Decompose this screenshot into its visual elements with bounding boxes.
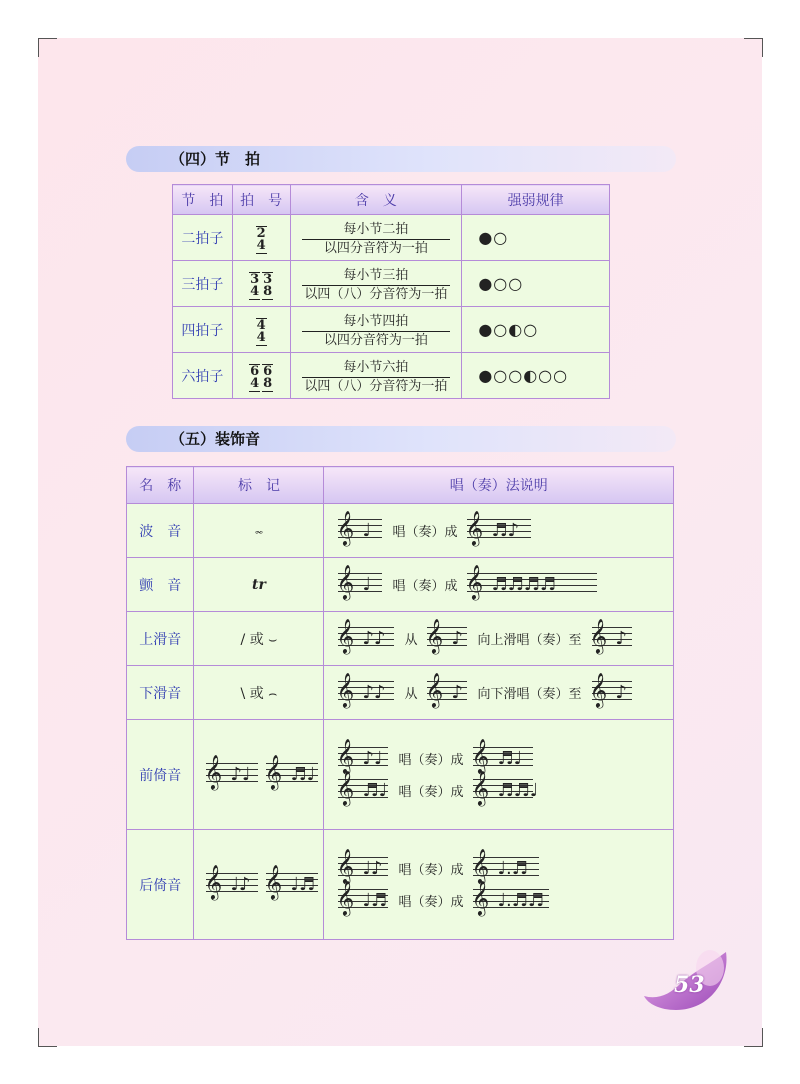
strength-pattern: ●○○ bbox=[462, 261, 610, 307]
grace-note-icon: ♬♩ bbox=[362, 779, 388, 801]
grace-note-icon: ♩♬ bbox=[290, 873, 316, 895]
time-signature: 3 4 3 8 bbox=[232, 261, 290, 307]
header-cell: 标 记 bbox=[194, 467, 324, 504]
strength-pattern: ●○◐○ bbox=[462, 307, 610, 353]
meaning-bottom: 以四（八）分音符为一拍 bbox=[304, 287, 448, 302]
grace-note-icon: ♪♩ bbox=[362, 747, 383, 769]
note-group-icon: ♬♬♬♬ bbox=[491, 573, 557, 595]
staff bbox=[465, 564, 597, 600]
staff bbox=[425, 672, 467, 708]
note-group-icon: ♩.♬ bbox=[497, 857, 528, 879]
staff bbox=[465, 510, 531, 546]
time-signature bbox=[232, 215, 290, 261]
ornament-table bbox=[126, 466, 674, 940]
meter-name: 六拍子 bbox=[173, 353, 233, 399]
treble-clef-icon: 𝄞 bbox=[264, 754, 283, 790]
table-row bbox=[127, 830, 674, 940]
meaning-top: 每小节二拍 bbox=[343, 222, 409, 237]
grace-note-icon: ♪♩ bbox=[230, 763, 251, 785]
treble-clef-icon: 𝄞 bbox=[336, 672, 355, 708]
eighth-note-icon: ♪ bbox=[615, 681, 627, 703]
meter-name: 四拍子 bbox=[173, 307, 233, 353]
meaning-top: 每小节四拍 bbox=[343, 314, 409, 329]
time-signature-mark: 2 4 bbox=[256, 225, 266, 253]
page-number-badge bbox=[640, 950, 730, 1020]
meaning-top: 每小节六拍 bbox=[343, 360, 409, 375]
meaning-cell bbox=[290, 215, 462, 261]
table-row bbox=[127, 558, 674, 612]
table-header-row bbox=[127, 467, 674, 504]
ornament-desc: 𝄞 ♪♩ 唱（奏）成 𝄞 ♬♩ 𝄞 ♬♩ 唱（奏）成 𝄞 ♬♬♩ bbox=[324, 720, 674, 830]
meaning-cell bbox=[290, 353, 462, 399]
crop-mark bbox=[744, 38, 763, 57]
ornament-desc: 𝄞 ♩♪ 唱（奏）成 𝄞 ♩.♬ 𝄞 ♩♬ 唱（奏）成 𝄞 ♩.♬♬ bbox=[324, 830, 674, 940]
table-row bbox=[127, 504, 674, 558]
staff bbox=[204, 864, 258, 900]
header-cell: 唱（奏）法说明 bbox=[324, 467, 674, 504]
staff bbox=[336, 880, 388, 916]
ornament-name: 下滑音 bbox=[127, 666, 194, 720]
meter-name: 二拍子 bbox=[173, 215, 233, 261]
note-group-icon: ♬♪ bbox=[491, 519, 520, 541]
treble-clef-icon: 𝄞 bbox=[471, 770, 490, 806]
header-cell: 名 称 bbox=[127, 467, 194, 504]
ornament-mark: 𝆗 bbox=[194, 504, 324, 558]
section-heading-meter: （四）节 拍 bbox=[126, 146, 676, 172]
meaning-bottom: 以四（八）分音符为一拍 bbox=[304, 379, 448, 394]
staff bbox=[589, 672, 632, 708]
treble-clef-icon: 𝄞 bbox=[336, 880, 355, 916]
strength-pattern: ●○○◐○○ bbox=[462, 353, 610, 399]
quarter-note-icon: ♩ bbox=[362, 573, 371, 595]
treble-clef-icon: 𝄞 bbox=[465, 510, 484, 546]
note-group-icon: ♪♪ bbox=[362, 681, 386, 703]
page-number: 53 bbox=[674, 972, 705, 998]
treble-clef-icon: 𝄞 bbox=[471, 848, 490, 884]
staff bbox=[264, 754, 318, 790]
table-row bbox=[173, 261, 610, 307]
staff bbox=[336, 738, 388, 774]
crop-mark bbox=[38, 38, 57, 57]
meter-table bbox=[172, 184, 610, 399]
staff bbox=[471, 848, 539, 884]
staff bbox=[471, 738, 533, 774]
meaning-top: 每小节三拍 bbox=[343, 268, 409, 283]
crop-mark bbox=[38, 1028, 57, 1047]
ornament-mark: \ 或 ⌢ bbox=[194, 666, 324, 720]
ornament-mark bbox=[194, 830, 324, 940]
treble-clef-icon: 𝄞 bbox=[204, 754, 223, 790]
table-row bbox=[173, 307, 610, 353]
table-header-row bbox=[173, 185, 610, 215]
staff bbox=[336, 564, 382, 600]
ornament-mark bbox=[194, 720, 324, 830]
staff bbox=[471, 770, 539, 806]
note-group-icon: ♪♪ bbox=[362, 627, 386, 649]
staff bbox=[336, 770, 388, 806]
treble-clef-icon: 𝄞 bbox=[264, 864, 283, 900]
time-signature: 4 4 bbox=[232, 307, 290, 353]
ornament-name: 波 音 bbox=[127, 504, 194, 558]
treble-clef-icon: 𝄞 bbox=[336, 770, 355, 806]
strength-pattern: ●○ bbox=[462, 215, 610, 261]
header-cell: 节 拍 bbox=[173, 185, 233, 215]
header-cell: 含 义 bbox=[290, 185, 462, 215]
header-cell: 拍 号 bbox=[232, 185, 290, 215]
staff bbox=[264, 864, 318, 900]
staff bbox=[589, 618, 632, 654]
meter-name: 三拍子 bbox=[173, 261, 233, 307]
treble-clef-icon: 𝄞 bbox=[204, 864, 223, 900]
staff bbox=[425, 618, 467, 654]
ornament-desc: 𝄞 ♩ 唱（奏）成 𝄞 ♬♬♬♬ bbox=[324, 558, 674, 612]
crop-mark bbox=[744, 1028, 763, 1047]
staff bbox=[336, 510, 382, 546]
staff bbox=[336, 618, 394, 654]
treble-clef-icon: 𝄞 bbox=[471, 880, 490, 916]
treble-clef-icon: 𝄞 bbox=[336, 564, 355, 600]
time-signature: 6 4 6 8 bbox=[232, 353, 290, 399]
ornament-desc: 𝄞 ♪♪ 从 𝄞 ♪ 向下滑唱（奏）至 𝄞 ♪ bbox=[324, 666, 674, 720]
treble-clef-icon: 𝄞 bbox=[336, 738, 355, 774]
eighth-note-icon: ♪ bbox=[451, 627, 463, 649]
meaning-cell bbox=[290, 261, 462, 307]
treble-clef-icon: 𝄞 bbox=[465, 564, 484, 600]
table-row bbox=[127, 720, 674, 830]
grace-note-icon: ♩♬ bbox=[362, 889, 388, 911]
table-row bbox=[127, 612, 674, 666]
grace-note-icon: ♬♩ bbox=[290, 763, 316, 785]
meaning-bottom: 以四分音符为一拍 bbox=[323, 333, 428, 348]
ornament-name: 前倚音 bbox=[127, 720, 194, 830]
note-group-icon: ♬♩ bbox=[497, 747, 523, 769]
meaning-bottom: 以四分音符为一拍 bbox=[323, 241, 428, 256]
eighth-note-icon: ♪ bbox=[451, 681, 463, 703]
treble-clef-icon: 𝄞 bbox=[336, 618, 355, 654]
table-row bbox=[173, 215, 610, 261]
note-group-icon: ♬♬♩ bbox=[497, 779, 539, 801]
ornament-name: 上滑音 bbox=[127, 612, 194, 666]
quarter-note-icon: ♩ bbox=[362, 519, 371, 541]
treble-clef-icon: 𝄞 bbox=[425, 618, 444, 654]
header-cell: 强弱规律 bbox=[462, 185, 610, 215]
treble-clef-icon: 𝄞 bbox=[589, 618, 608, 654]
table-row bbox=[173, 353, 610, 399]
treble-clef-icon: 𝄞 bbox=[336, 510, 355, 546]
eighth-note-icon: ♪ bbox=[615, 627, 627, 649]
grace-note-icon: ♩♪ bbox=[362, 857, 383, 879]
ornament-desc: 𝄞 ♪♪ 从 𝄞 ♪ 向上滑唱（奏）至 𝄞 ♪ bbox=[324, 612, 674, 666]
ornament-name: 颤 音 bbox=[127, 558, 194, 612]
treble-clef-icon: 𝄞 bbox=[589, 672, 608, 708]
treble-clef-icon: 𝄞 bbox=[471, 738, 490, 774]
staff bbox=[471, 880, 549, 916]
note-group-icon: ♩.♬♬ bbox=[497, 889, 544, 911]
treble-clef-icon: 𝄞 bbox=[425, 672, 444, 708]
ornament-mark: tr bbox=[194, 558, 324, 612]
ornament-desc: 𝄞 ♩ 唱（奏）成 𝄞 ♬♪ bbox=[324, 504, 674, 558]
table-row bbox=[127, 666, 674, 720]
staff bbox=[204, 754, 258, 790]
grace-note-icon: ♩♪ bbox=[230, 873, 251, 895]
treble-clef-icon: 𝄞 bbox=[336, 848, 355, 884]
meaning-cell bbox=[290, 307, 462, 353]
staff bbox=[336, 848, 388, 884]
staff bbox=[336, 672, 394, 708]
section-heading-ornaments: （五）装饰音 bbox=[126, 426, 676, 452]
ornament-name: 后倚音 bbox=[127, 830, 194, 940]
ornament-mark: / 或 ⌣ bbox=[194, 612, 324, 666]
